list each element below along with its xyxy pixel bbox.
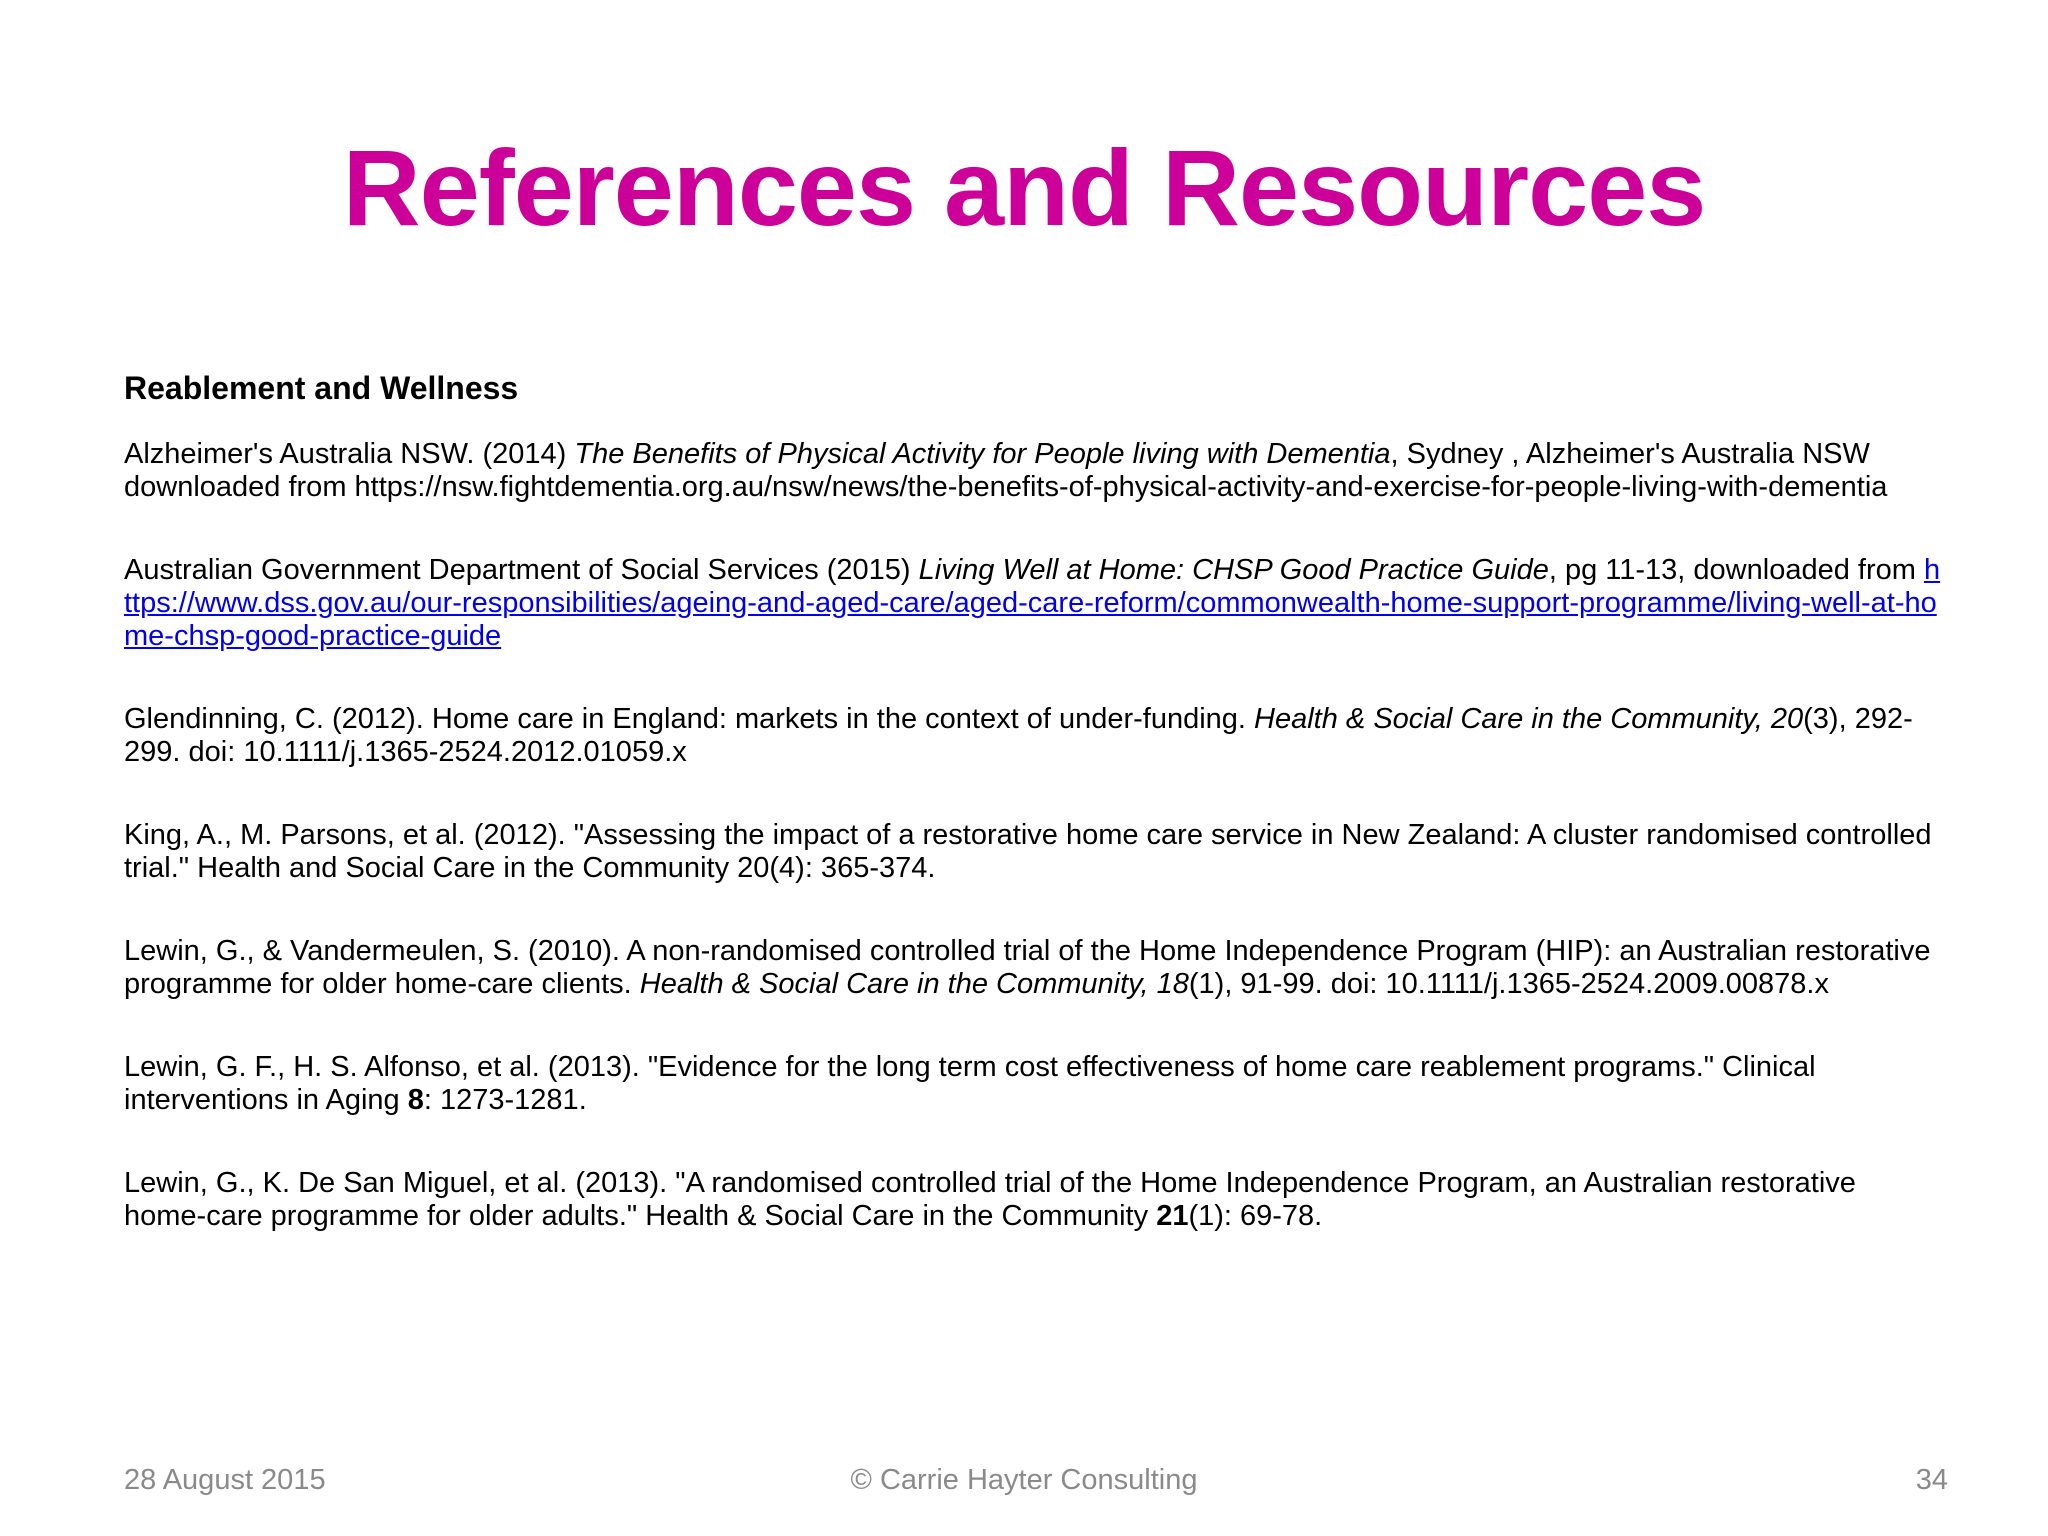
reference-journal-italic: Health & Social Care in the Community, 18 bbox=[639, 968, 1189, 1000]
reference-lewin-de-san-miguel bbox=[124, 1167, 1944, 1233]
footer-page-number: 34 bbox=[1915, 1464, 1948, 1496]
reference-text: Lewin, G., & Vandermeulen, S. (2010). A non-randomised controlled trial of the Home Independence Program (HIP): an Australian restorative programme for older home-care clients. bbox=[124, 935, 1931, 1000]
reference-title-italic: Living Well at Home: CHSP Good Practice Guide bbox=[918, 554, 1549, 586]
reference-text: , pg 11-13, downloaded from bbox=[1548, 554, 1924, 586]
reference-text: Lewin, G. F., H. S. Alfonso, et al. (2013). "Evidence for the long term cost effectiveness of home care reablement programs." Clinical interventions in Aging bbox=[124, 1051, 1816, 1116]
reference-volume-bold: 21 bbox=[1156, 1200, 1189, 1232]
reference-dss-living-well bbox=[124, 554, 1944, 653]
reference-text: : 1273-1281. bbox=[423, 1084, 587, 1116]
slide-content bbox=[124, 360, 1944, 1283]
reference-text: (1): 69-78. bbox=[1188, 1200, 1323, 1232]
reference-lewin-vandermeulen bbox=[124, 935, 1944, 1001]
reference-lewin-alfonso bbox=[124, 1051, 1944, 1117]
reference-glendinning bbox=[124, 703, 1944, 769]
footer-date: 28 August 2015 bbox=[124, 1464, 326, 1496]
section-heading: Reablement and Wellness bbox=[124, 370, 519, 406]
dss-guide-link[interactable]: https://www.dss.gov.au/our-responsibilities/ageing-and-aged-care/aged-care-reform/commonwealth-home-support-programme/living-well-at-home-chsp-good-practice-guide bbox=[124, 554, 1941, 652]
footer-copyright: © Carrie Hayter Consulting bbox=[850, 1464, 1198, 1496]
reference-journal-italic: Health & Social Care in the Community, 20 bbox=[1254, 703, 1804, 735]
reference-text: King, A., M. Parsons, et al. (2012). "Assessing the impact of a restorative home care service in New Zealand: A cluster randomised controlled trial." Health and Social Care in the Community 20(4): 365-374. bbox=[124, 819, 1932, 884]
reference-text: Glendinning, C. (2012). Home care in England: markets in the context of under-funding. bbox=[124, 703, 1255, 735]
reference-text: , Sydney , Alzheimer's Australia NSW downloaded from https://nsw.fightdementia.org.au/nsw/news/the-benefits-of-physical-activity-and-exercise-for-people-living-with-dementia bbox=[124, 438, 1888, 503]
reference-title-italic: The Benefits of Physical Activity for People living with Dementia bbox=[574, 438, 1391, 470]
slide-title: References and Resources bbox=[342, 127, 1706, 248]
reference-text: Lewin, G., K. De San Miguel, et al. (2013). "A randomised controlled trial of the Home Independence Program, an Australian restorative home-care programme for older adults." Health & Social Care in the Community bbox=[124, 1167, 1856, 1232]
reference-king bbox=[124, 819, 1944, 885]
reference-text: (1), 91-99. doi: 10.1111/j.1365-2524.2009.00878.x bbox=[1188, 968, 1829, 1000]
reference-text: Alzheimer's Australia NSW. (2014) bbox=[124, 438, 575, 470]
reference-text: Australian Government Department of Social Services (2015) bbox=[124, 554, 919, 586]
reference-alzheimers-australia bbox=[124, 438, 1944, 504]
reference-text: (3), 292-299. doi: 10.1111/j.1365-2524.2012.01059.x bbox=[124, 703, 1913, 768]
reference-volume-bold: 8 bbox=[407, 1084, 424, 1116]
